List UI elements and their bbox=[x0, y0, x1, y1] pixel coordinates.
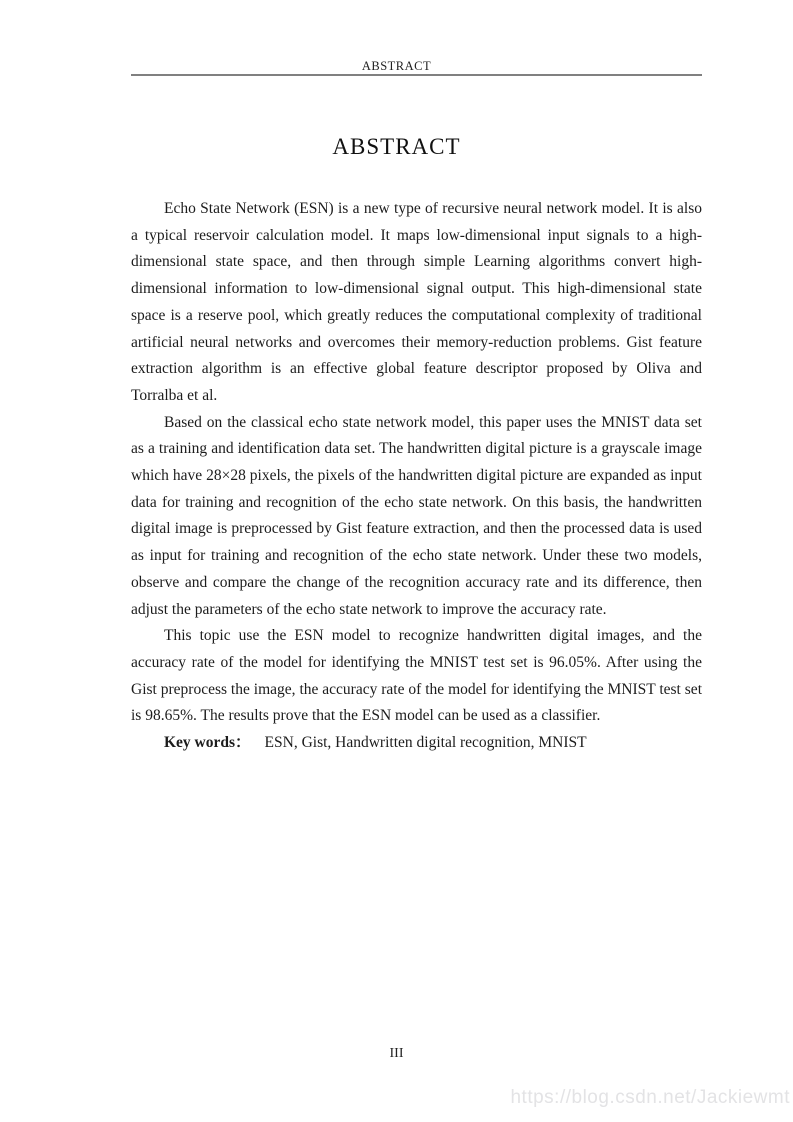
abstract-body bbox=[131, 196, 702, 757]
keywords-label: Key words： bbox=[164, 734, 251, 752]
keywords-value: ESN, Gist, Handwritten digital recognition, MNIST bbox=[264, 734, 587, 752]
paragraph-3: This topic use the ESN model to recognize handwritten digital images, and the accuracy rate of the model for identifying the MNIST test set is 96.05%. After using the Gist preprocess the image, the accuracy rate of the model for identifying the MNIST test set is 98.65%. The results prove that the ESN model can be used as a classifier. bbox=[131, 627, 702, 725]
paragraph-2: Based on the classical echo state network model, this paper uses the MNIST data set as a training and identification data set. The handwritten digital picture is a grayscale image which have 28×28 pixels, the pixels of the handwritten digital picture are expanded as input data for training and recognition of the echo state network. On this basis, the handwritten digital image is preprocessed by Gist feature extraction, and then the processed data is used as input for training and recognition of the echo state network. Under these two models, observe and compare the change of the recognition accuracy rate and its difference, then adjust the parameters of the echo state network to improve the accuracy rate. bbox=[131, 413, 702, 618]
watermark-text: https://blog.csdn.net/Jackiewmt bbox=[510, 1087, 790, 1108]
header-rule bbox=[131, 74, 702, 76]
keywords-line bbox=[131, 730, 702, 757]
running-header: ABSTRACT bbox=[361, 59, 432, 73]
page-title: ABSTRACT bbox=[332, 134, 461, 159]
page-number: III bbox=[389, 1046, 404, 1061]
paragraph-1: Echo State Network (ESN) is a new type of recursive neural network model. It is also a typical reservoir calculation model. It maps low-dimensional input signals to a high-dimensional state space, and then through simple Learning algorithms convert high-dimensional information to low-dimensional signal output. This high-dimensional state space is a reserve pool, which greatly reduces the computational complexity of traditional artificial neural networks and overcomes their memory-reduction problems. Gist feature extraction algorithm is an effective global feature descriptor proposed by Oliva and Torralba et al. bbox=[131, 200, 702, 404]
